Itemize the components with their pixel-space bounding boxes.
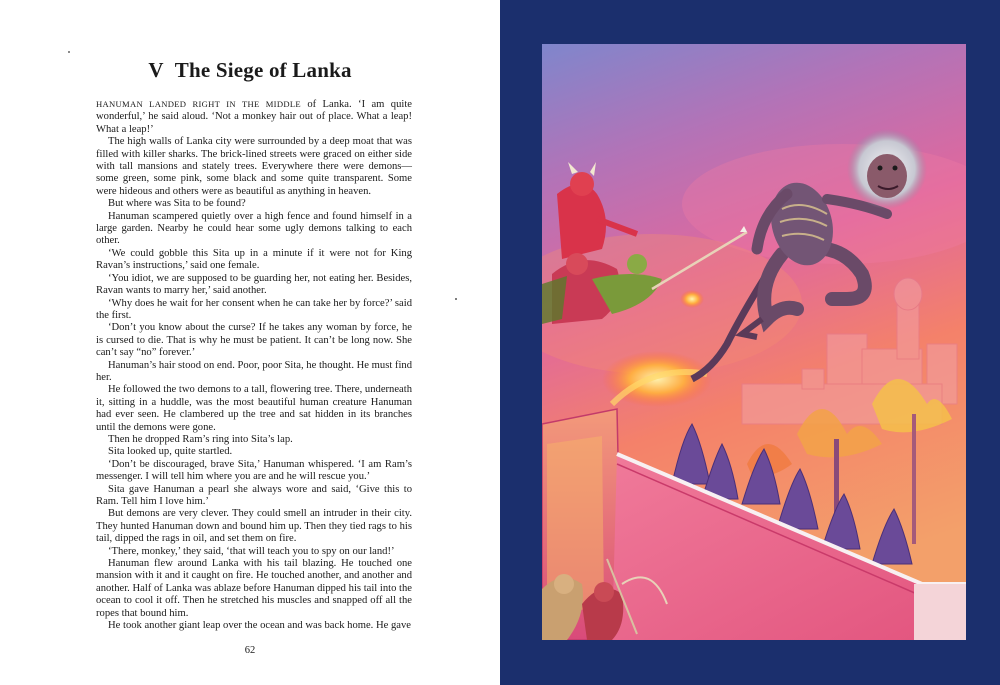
paragraph: The high walls of Lanka city were surrounded by a deep moat that was filled with killer sharks. The brick-lined streets were graced on either side with tall mansions and stately trees. Everywhere there were demons—some green, some pink, some black and some quite transparent. Some were hideous and others were as beautiful as anything in heaven. (96, 136, 412, 197)
illustration-hanuman-leaping-over-lanka (542, 44, 966, 640)
paragraph: But where was Sita to be found? (108, 198, 246, 210)
paragraph: Sita gave Hanuman a pearl she always wore and said, ‘Give this to Ram. Tell him I love him.’ (96, 483, 412, 507)
chapter-title-text: The Siege of Lanka (174, 58, 352, 82)
opening-rest: of Lanka. ‘I am quite wonderful,’ he said aloud. ‘Not a monkey hair out of place. What a leap! What a leap!’ (96, 99, 412, 135)
opening-paragraph (96, 98, 412, 136)
page-number: 62 (244, 645, 256, 656)
paragraph: Hanuman flew around Lanka with his tail blazing. He touched one mansion with it and it caught on fire. He touched another, and another and another. Half of Lanka was ablaze before Hanuman dipped his tail into the ocean to cool it off. Then he stretched his muscles and snapped off all the ropes that bound him. (96, 558, 412, 619)
print-speck (455, 298, 457, 300)
paragraph: ‘There, monkey,’ they said, ‘that will teach you to spy on our land!’ (108, 545, 395, 557)
paragraph: Sita looked up, quite startled. (108, 446, 233, 458)
right-page-border (500, 0, 1000, 685)
print-speck (68, 51, 70, 53)
chapter-title (0, 58, 500, 83)
paragraph: ‘Don’t be discouraged, brave Sita,’ Hanuman whispered. ‘I am Ram’s messenger. I will tell him where you are and he will rescue you.’ (96, 458, 412, 483)
illustration-svg (542, 44, 966, 640)
paragraph: ‘Don’t you know about the curse? If he takes any woman by force, he is cursed to die. That is why he must be patient. It can’t be long now. She can’t say “no” forever.’ (96, 322, 412, 359)
paragraph: Then he dropped Ram’s ring into Sita’s lap. (108, 433, 293, 445)
paragraph: Hanuman scampered quietly over a high fence and found himself in a large garden. Nearby he could hear some ugly demons talking to each other. (96, 210, 412, 247)
paragraph: But demons are very clever. They could smell an intruder in their city. They hunted Hanuman down and bound him up. Then they tied rags to his tail, dipped the rags in oil, and set them on fire. (96, 508, 412, 545)
chapter-number: V (148, 58, 164, 82)
paragraph: Hanuman’s hair stood on end. Poor, poor Sita, he thought. He must find her. (96, 359, 412, 383)
paragraph: He took another giant leap over the ocean and was back home. He gave (108, 620, 411, 632)
opening-smallcaps: HANUMAN LANDED RIGHT IN THE MIDDLE (96, 99, 301, 109)
chapter-body (96, 98, 412, 632)
paragraph: He followed the two demons to a tall, flowering tree. There, underneath it, sitting in a huddle, was the most beautiful human creature Hanuman had ever seen. He clambered up the tree and sat hidden in its branches until the demons were gone. (96, 384, 412, 433)
paragraph: ‘We could gobble this Sita up in a minute if it were not for King Ravan’s instructions,’ said one female. (96, 247, 412, 272)
paragraph: ‘You idiot, we are supposed to be guarding her, not eating her. Besides, Ravan wants to marry her,’ said another. (96, 272, 412, 297)
paragraph: ‘Why does he wait for her consent when he can take her by force?’ said the first. (96, 297, 412, 321)
